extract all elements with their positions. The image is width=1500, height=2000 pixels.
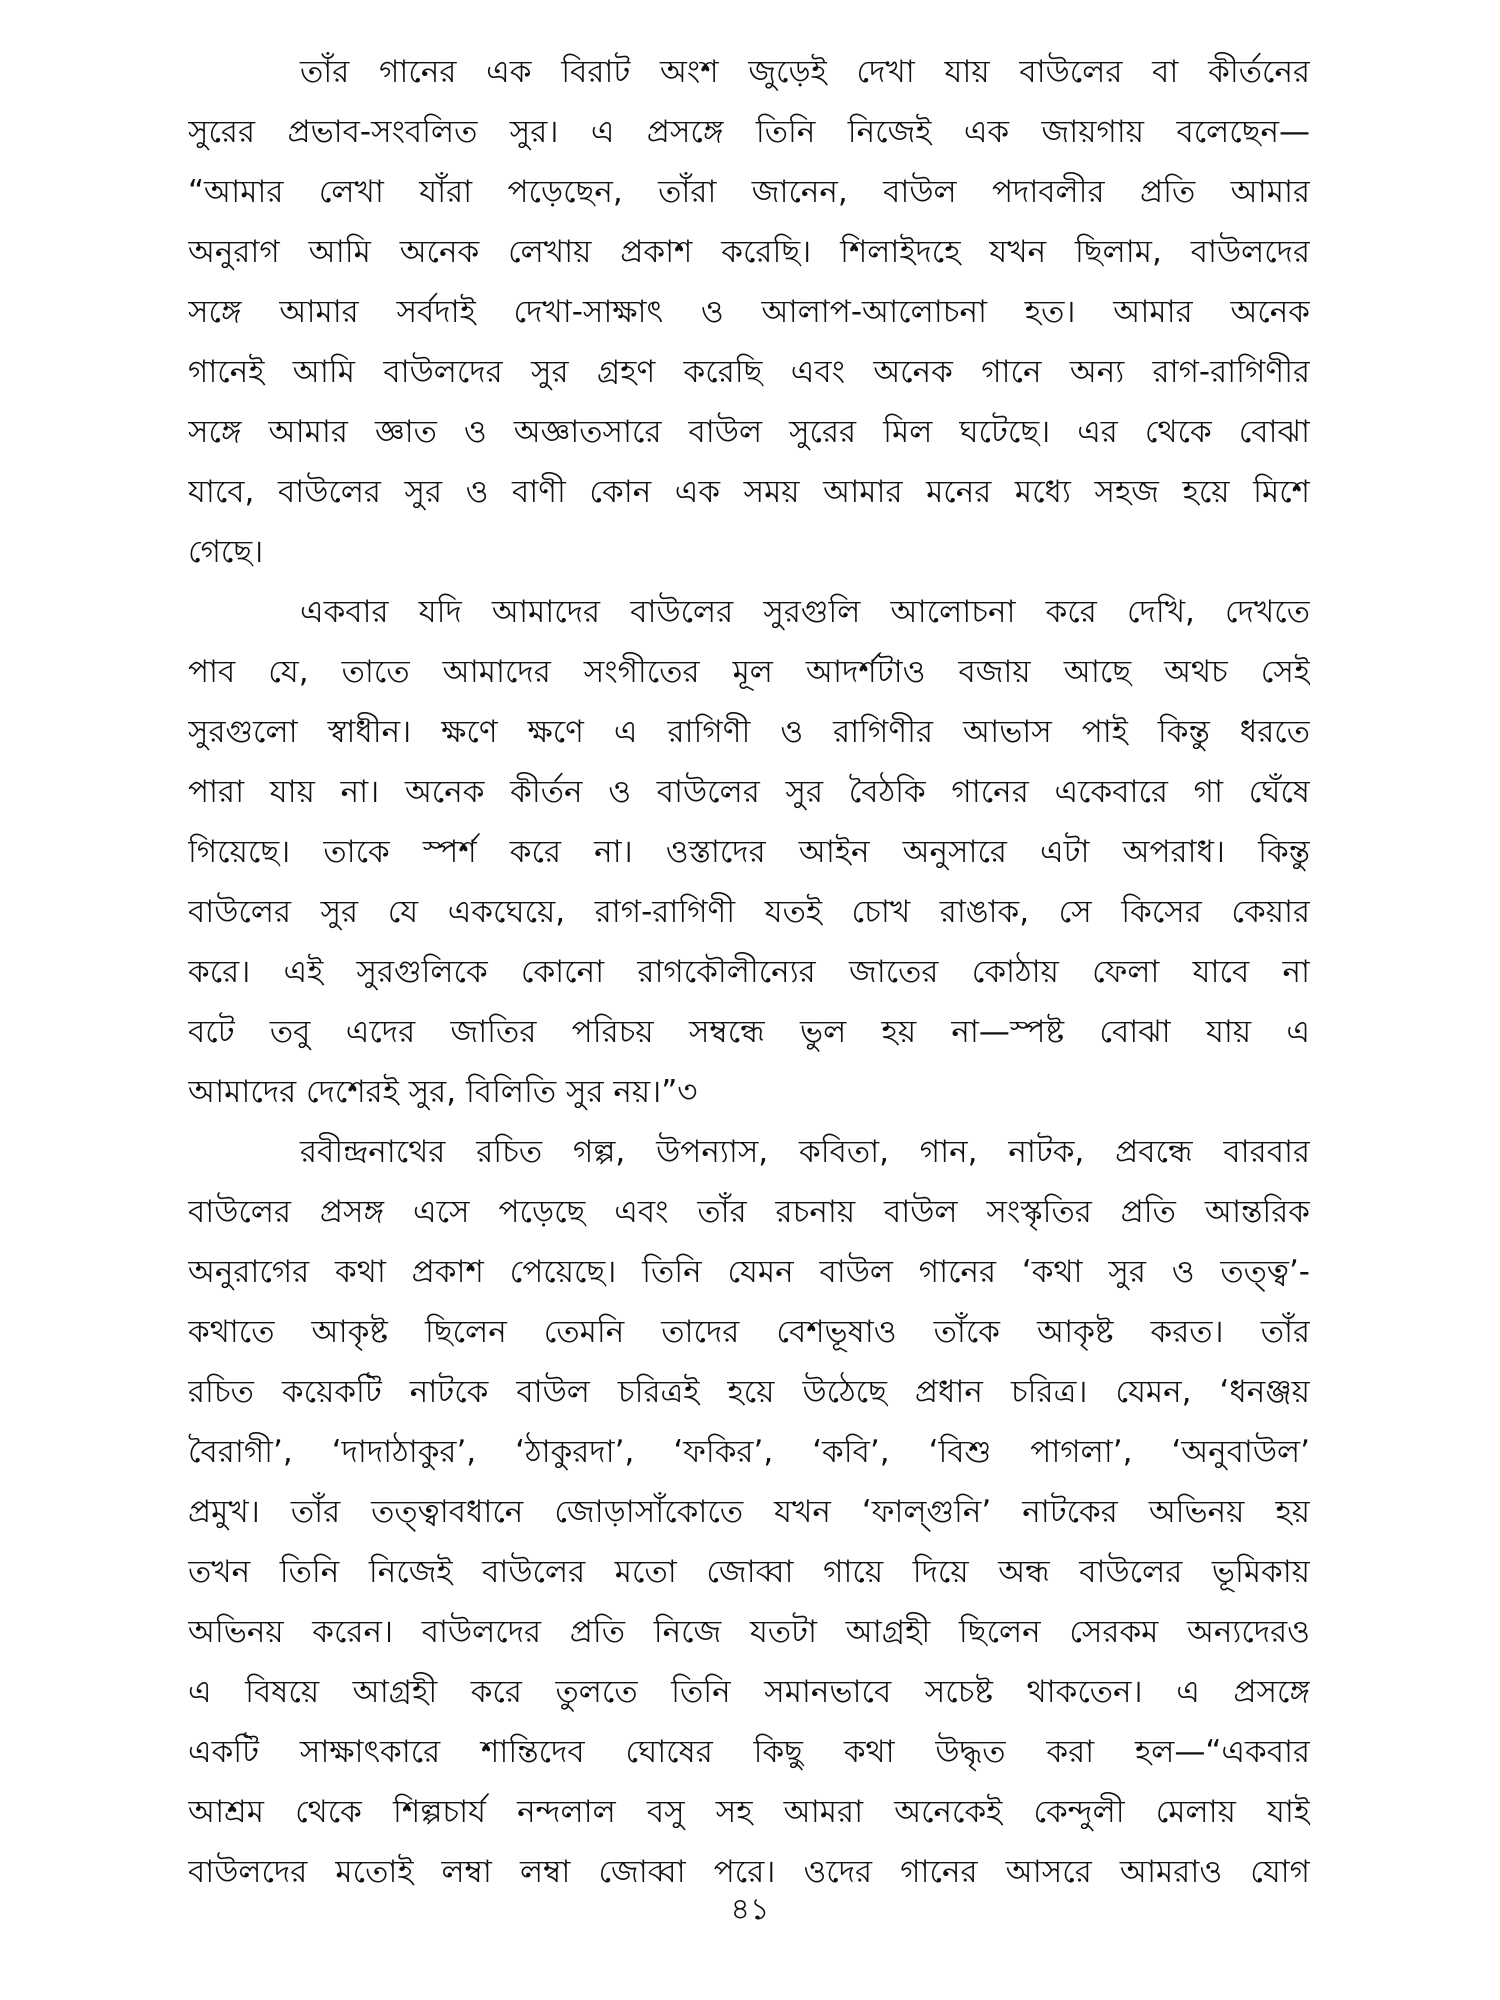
text-line: অনুরাগের কথা প্রকাশ পেয়েছে। তিনি যেমন বাউল গানের ‘কথা সুর ও তত্ত্ব’- xyxy=(188,1254,1310,1290)
page-number: ৪১ xyxy=(730,1892,770,1927)
text-line: প্রমুখ। তাঁর তত্ত্বাবধানে জোড়াসাঁকোতে যখন ‘ফাল্গুনি’ নাটকের অভিনয় হয় xyxy=(188,1494,1310,1530)
text-line: গানেই আমি বাউলদের সুর গ্রহণ করেছি এবং অনেক গানে অন্য রাগ-রাগিণীর xyxy=(188,354,1310,390)
text-line: বাউলের সুর যে একঘেয়ে, রাগ-রাগিণী যতই চোখ রাঙাক, সে কিসের কেয়ার xyxy=(188,894,1310,930)
text-line: রবীন্দ্রনাথের রচিত গল্প, উপন্যাস, কবিতা, গান, নাটক, প্রবন্ধে বারবার xyxy=(300,1134,1310,1170)
text-line: করে। এই সুরগুলিকে কোনো রাগকৌলীন্যের জাতের কোঠায় ফেলা যাবে না xyxy=(188,954,1310,990)
text-line: সুরগুলো স্বাধীন। ক্ষণে ক্ষণে এ রাগিণী ও রাগিণীর আভাস পাই কিন্তু ধরতে xyxy=(188,714,1310,750)
text-line: অনুরাগ আমি অনেক লেখায় প্রকাশ করেছি। শিলাইদহে যখন ছিলাম, বাউলদের xyxy=(188,234,1310,270)
text-line: গিয়েছে। তাকে স্পর্শ করে না। ওস্তাদের আইন অনুসারে এটা অপরাধ। কিন্তু xyxy=(188,834,1310,870)
text-line: তখন তিনি নিজেই বাউলের মতো জোব্বা গায়ে দিয়ে অন্ধ বাউলের ভূমিকায় xyxy=(188,1554,1310,1590)
text-line: একবার যদি আমাদের বাউলের সুরগুলি আলোচনা করে দেখি, দেখতে xyxy=(300,594,1310,630)
text-line: রচিত কয়েকটি নাটকে বাউল চরিত্রই হয়ে উঠেছে প্রধান চরিত্র। যেমন, ‘ধনঞ্জয় xyxy=(188,1374,1310,1410)
text-line: সঙ্গে আমার জ্ঞাত ও অজ্ঞাতসারে বাউল সুরের মিল ঘটেছে। এর থেকে বোঝা xyxy=(188,414,1310,450)
text-line: সুরের প্রভাব-সংবলিত সুর। এ প্রসঙ্গে তিনি নিজেই এক জায়গায় বলেছেন— xyxy=(188,114,1310,150)
text-line: “আমার লেখা যাঁরা পড়েছেন, তাঁরা জানেন, বাউল পদাবলীর প্রতি আমার xyxy=(188,174,1310,210)
text-line: গেছে। xyxy=(188,534,264,570)
text-line: পাব যে, তাতে আমাদের সংগীতের মূল আদর্শটাও বজায় আছে অথচ সেই xyxy=(188,654,1310,690)
text-line: পারা যায় না। অনেক কীর্তন ও বাউলের সুর বৈঠকি গানের একেবারে গা ঘেঁষে xyxy=(188,774,1310,810)
text-line: যাবে, বাউলের সুর ও বাণী কোন এক সময় আমার মনের মধ্যে সহজ হয়ে মিশে xyxy=(188,474,1310,510)
text-line: বৈরাগী’, ‘দাদাঠাকুর’, ‘ঠাকুরদা’, ‘ফকির’, ‘কবি’, ‘বিশু পাগলা’, ‘অনুবাউল’ xyxy=(188,1434,1310,1470)
text-line: এ বিষয়ে আগ্রহী করে তুলতে তিনি সমানভাবে সচেষ্ট থাকতেন। এ প্রসঙ্গে xyxy=(188,1674,1310,1710)
text-line: তাঁর গানের এক বিরাট অংশ জুড়েই দেখা যায় বাউলের বা কীর্তনের xyxy=(300,54,1310,90)
text-line: একটি সাক্ষাৎকারে শান্তিদেব ঘোষের কিছু কথা উদ্ধৃত করা হল—“একবার xyxy=(188,1734,1310,1770)
text-line: বাউলদের মতোই লম্বা লম্বা জোব্বা পরে। ওদের গানের আসরে আমরাও যোগ xyxy=(188,1854,1310,1890)
text-line: সঙ্গে আমার সর্বদাই দেখা-সাক্ষাৎ ও আলাপ-আলোচনা হত। আমার অনেক xyxy=(188,294,1310,330)
body-text xyxy=(188,42,1310,1902)
text-line: কথাতে আকৃষ্ট ছিলেন তেমনি তাদের বেশভূষাও তাঁকে আকৃষ্ট করত। তাঁর xyxy=(188,1314,1310,1350)
text-line: অভিনয় করেন। বাউলদের প্রতি নিজে যতটা আগ্রহী ছিলেন সেরকম অন্যদেরও xyxy=(188,1614,1310,1650)
text-line: বটে তবু এদের জাতির পরিচয় সম্বন্ধে ভুল হয় না—স্পষ্ট বোঝা যায় এ xyxy=(188,1014,1310,1050)
text-line: আমাদের দেশেরই সুর, বিলিতি সুর নয়।”৩ xyxy=(188,1074,698,1110)
text-line: আশ্রম থেকে শিল্পচার্য নন্দলাল বসু সহ আমরা অনেকেই কেন্দুলী মেলায় যাই xyxy=(188,1794,1310,1830)
text-line: বাউলের প্রসঙ্গ এসে পড়েছে এবং তাঁর রচনায় বাউল সংস্কৃতির প্রতি আন্তরিক xyxy=(188,1194,1310,1230)
